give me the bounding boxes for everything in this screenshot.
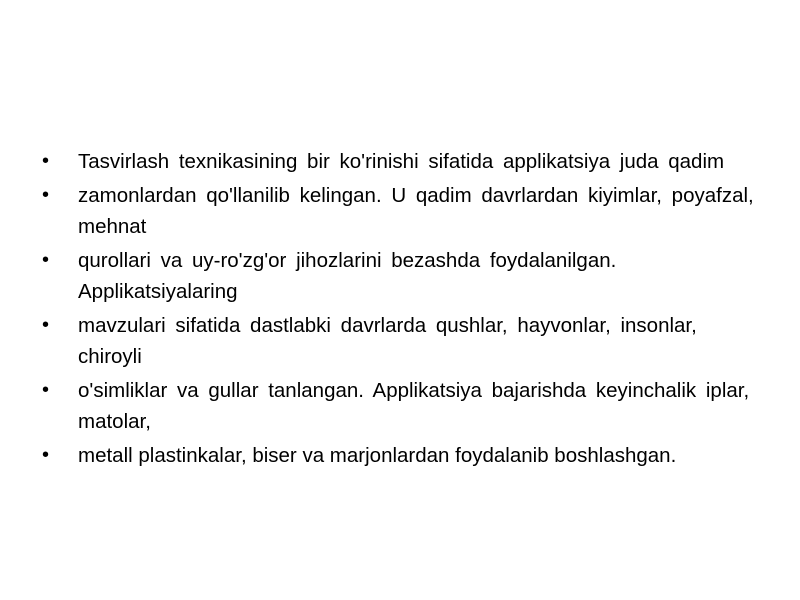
bullet-text: qurollari va uy-ro'zg'or jihozlarini bezashda foydalanilgan. Applikatsiyalaring [78,249,617,303]
bullet-text: metall plastinkalar, biser va marjonlardan foydalanib boshlashgan. [78,444,677,467]
bullet-list [40,146,760,474]
bullet-dot-icon: • [42,379,50,401]
bullet-dot-icon: • [42,184,50,206]
bullet-item-5 [40,375,760,437]
bullet-item-2 [40,180,760,242]
bullet-dot-icon: • [42,150,50,172]
bullet-item-1 [40,146,760,177]
bullet-text: o'simliklar va gullar tanlangan. Applikatsiya bajarishda keyinchalik iplar, matolar, [78,379,750,433]
bullet-text: zamonlardan qo'llanilib kelingan. U qadim davrlardan kiyimlar, poyafzal, mehnat [78,184,754,238]
bullet-item-4 [40,310,760,372]
bullet-dot-icon: • [42,249,50,271]
bullet-item-6 [40,440,760,471]
bullet-dot-icon: • [42,314,50,336]
bullet-item-3 [40,245,760,307]
bullet-text: Tasvirlash texnikasining bir ko'rinishi sifatida applikatsiya juda qadim [78,150,725,173]
bullet-dot-icon: • [42,444,50,466]
bullet-text: mavzulari sifatida dastlabki davrlarda qushlar, hayvonlar, insonlar, chiroyli [78,314,697,368]
